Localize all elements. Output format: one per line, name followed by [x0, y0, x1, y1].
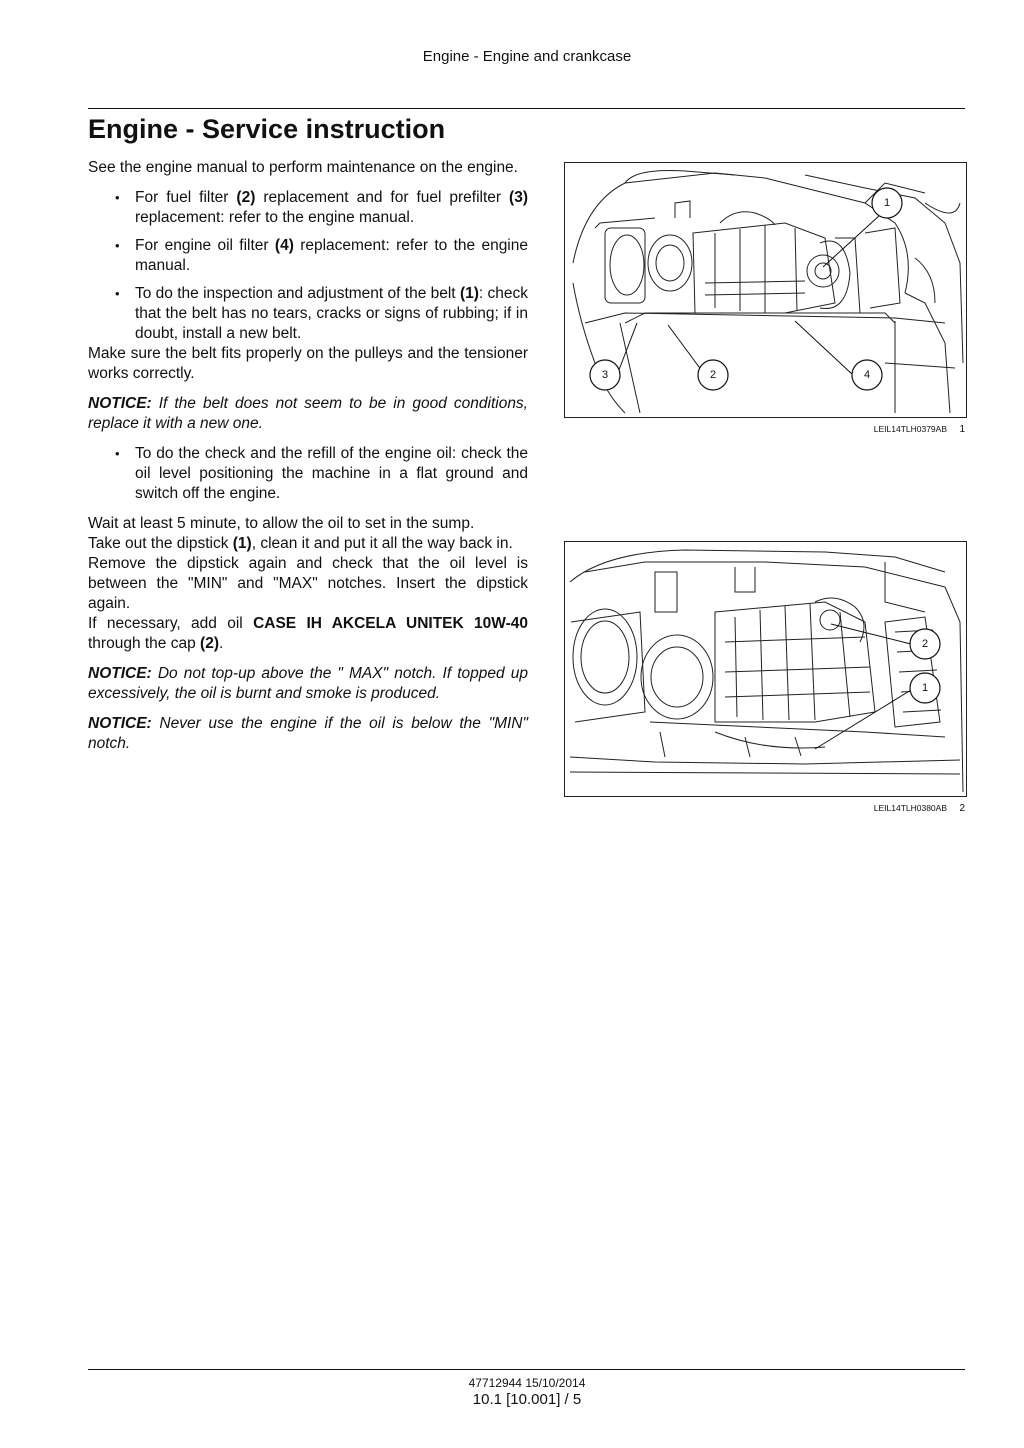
svg-text:2: 2: [921, 638, 929, 650]
engine-illustration-2: [565, 542, 966, 796]
figure-1-engine-bay: [564, 162, 967, 418]
notice-oil-max: NOTICE: Do not top-up above the " MAX" notch. If topped up excessively, the oil is burnt and smoke is produced.: [88, 665, 528, 702]
callout-3: [590, 360, 620, 390]
figure-2-caption: [564, 803, 965, 814]
running-header: Engine - Engine and crankcase: [422, 48, 632, 65]
figure-2-number: 2: [959, 803, 965, 814]
notice-oil-min: NOTICE: Never use the engine if the oil is below the "MIN" notch.: [88, 715, 528, 752]
figure-2-code: LEIL14TLH0380AB: [873, 803, 947, 813]
add-oil-paragraph: If necessary, add oil CASE IH AKCELA UNITEK 10W-40 through the cap (2).: [88, 615, 528, 652]
callout-2: [698, 360, 728, 390]
notice-belt: NOTICE: If the belt does not seem to be in good conditions, replace it with a new one.: [88, 395, 528, 432]
intro-paragraph: See the engine manual to perform maintenance on the engine.: [88, 159, 518, 176]
oil-list: [88, 444, 528, 504]
callout-4: [852, 360, 882, 390]
wait-paragraph: Wait at least 5 minute, to allow the oil to set in the sump.: [88, 515, 475, 532]
svg-text:1: 1: [883, 197, 891, 209]
footer-rule: [88, 1369, 965, 1370]
callout-1: [872, 188, 902, 218]
callout-1: [910, 673, 940, 703]
figure-2-engine-bay: [564, 541, 967, 797]
engine-illustration-1: [565, 163, 966, 417]
figure-1-code: LEIL14TLH0379AB: [873, 424, 947, 434]
svg-text:4: 4: [863, 369, 871, 381]
figure-1-number: 1: [959, 424, 965, 435]
list-item: • To do the inspection and adjustment of the belt (1): check that the belt has no tears, cracks or signs of rubbing; if in doubt, install a new belt.: [88, 284, 528, 344]
maintenance-list: [88, 188, 528, 344]
list-item: • For fuel filter (2) replacement and for fuel prefilter (3) replacement: refer to the engine manual.: [88, 188, 528, 228]
footer-doc-date: 47712944 15/10/2014: [468, 1376, 586, 1390]
svg-text:2: 2: [709, 369, 717, 381]
header-rule: [88, 108, 965, 109]
list-item: • To do the check and the refill of the engine oil: check the oil level positioning the machine in a flat ground and switch off the engine.: [88, 444, 528, 504]
body-text: [88, 158, 528, 754]
figure-1-caption: [564, 424, 965, 435]
svg-text:3: 3: [601, 369, 609, 381]
belt-fit-paragraph: Make sure the belt fits properly on the pulleys and the tensioner works correctly.: [88, 345, 528, 382]
dipstick-paragraph: Take out the dipstick (1), clean it and put it all the way back in.: [88, 535, 513, 552]
page-title: Engine - Service instruction: [88, 114, 446, 144]
remove-paragraph: Remove the dipstick again and check that the oil level is between the "MIN" and "MAX" notches. Insert the dipstick again.: [88, 555, 528, 612]
footer-page-ref: 10.1 [10.001] / 5: [472, 1391, 582, 1408]
list-item: • For engine oil filter (4) replacement: refer to the engine manual.: [88, 236, 528, 276]
svg-text:1: 1: [921, 682, 929, 694]
callout-2: [910, 629, 940, 659]
